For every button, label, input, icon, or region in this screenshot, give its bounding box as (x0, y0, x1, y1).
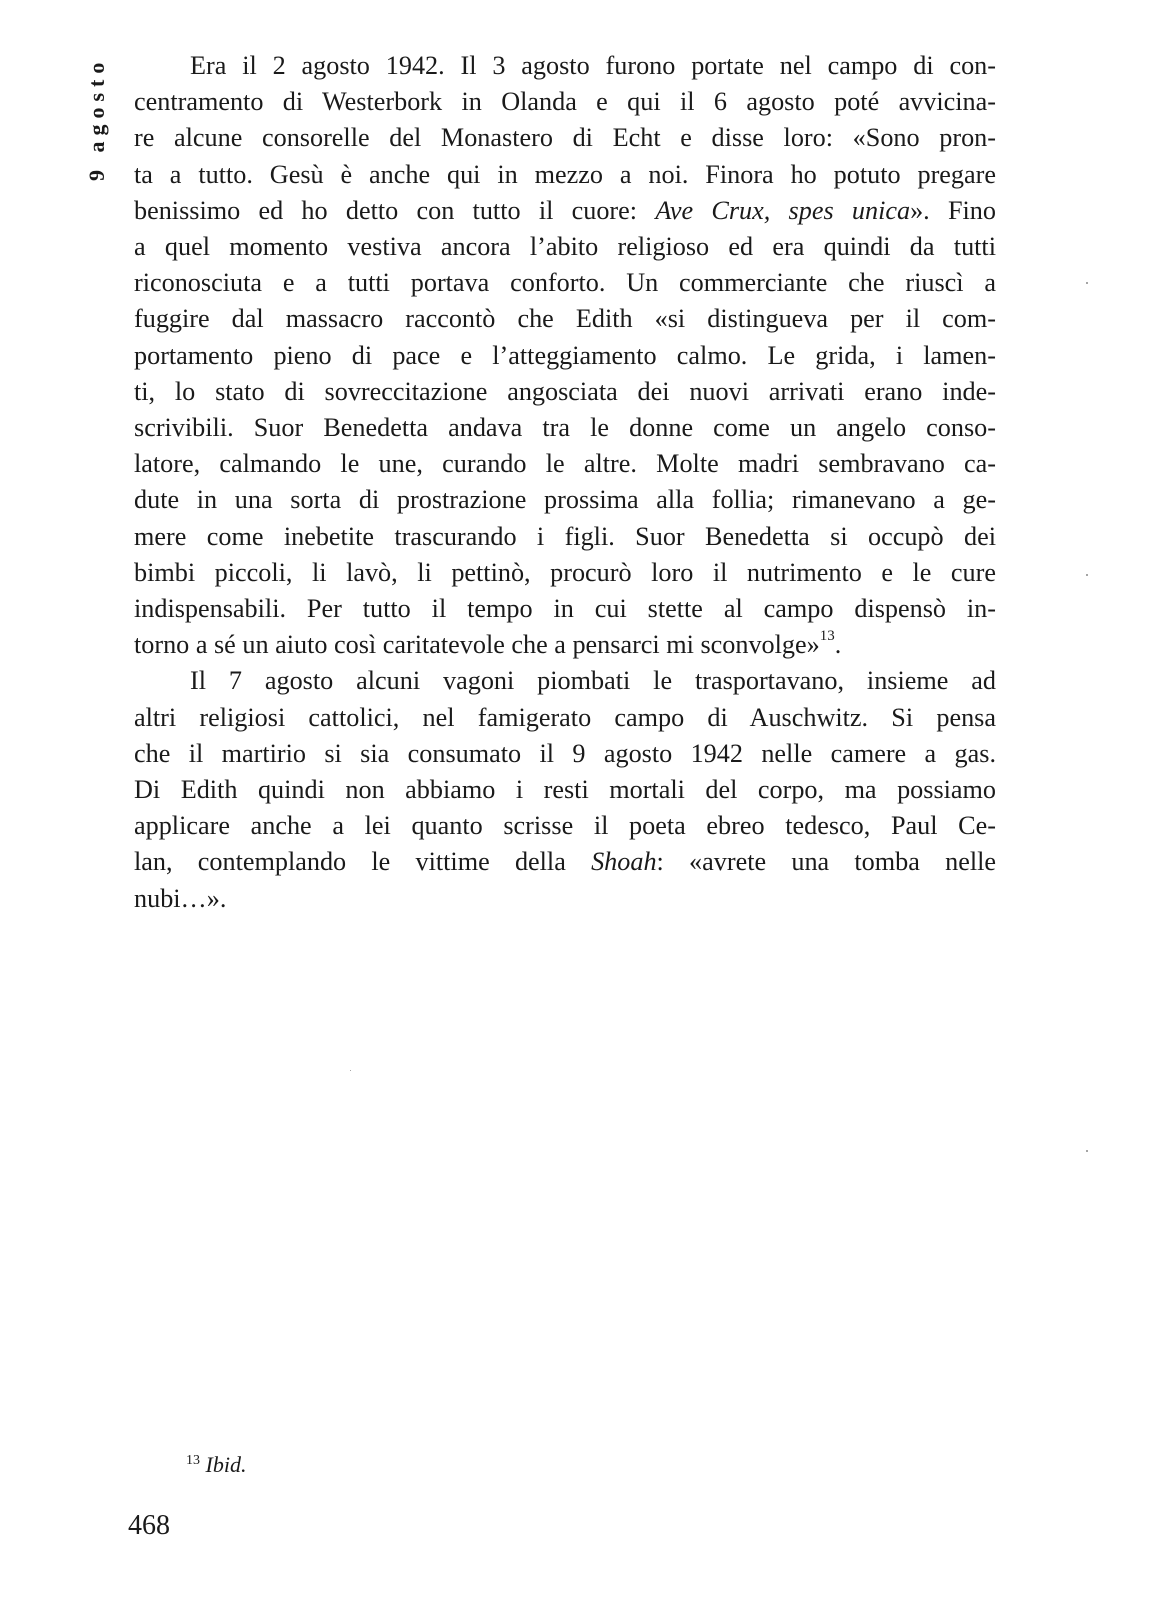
text-line: portamento pieno di pace e l’atteggiamento calmo. Le grida, i lamen- (134, 340, 996, 370)
scan-speck (350, 1070, 351, 1071)
text-segment: ». Fino (910, 195, 996, 225)
scan-speck (1086, 1150, 1088, 1152)
text-segment: lan, contemplando le vittime della (134, 847, 592, 877)
scan-speck (1086, 282, 1088, 284)
text-line: Di Edith quindi non abbiamo i resti mortali del corpo, ma possiamo (134, 775, 996, 805)
running-head: 9 agosto (84, 56, 109, 182)
latin-quote: Ave Crux, spes unica (655, 195, 911, 225)
text-line: che il martirio si sia consumato il 9 agosto 1942 nelle camere a gas. (134, 738, 996, 768)
text-line: bimbi piccoli, li lavò, li pettinò, procurò loro il nutrimento e le cure (134, 557, 996, 587)
shoah-term: Shoah (591, 847, 657, 877)
text-segment: torno a sé un aiuto così caritatevole che a pensarci mi sconvolge» (134, 630, 820, 660)
paragraph-1 (134, 48, 996, 663)
text-line: nubi…». (134, 883, 227, 913)
text-line: indispensabili. Per tutto il tempo in cui stette al campo dispensò in- (134, 594, 996, 624)
footnote-ref: 13 (819, 628, 835, 645)
page-number: 468 (128, 1510, 170, 1541)
footnote-text: Ibid. (205, 1452, 247, 1477)
paragraph-2 (134, 663, 996, 916)
text-segment: : «avrete una tomba nelle (656, 847, 996, 877)
scan-speck (1086, 574, 1088, 576)
footnote (186, 1452, 246, 1478)
body-text (134, 48, 996, 917)
text-line: ti, lo stato di sovreccitazione angosciata dei nuovi arrivati erano inde- (134, 376, 996, 406)
text-line: Il 7 agosto alcuni vagoni piombati le trasportavano, insieme ad (190, 666, 996, 696)
text-line: altri religiosi cattolici, nel famigerato campo di Auschwitz. Si pensa (134, 702, 996, 732)
text-line: applicare anche a lei quanto scrisse il poeta ebreo tedesco, Paul Ce- (134, 811, 996, 841)
text-line: re alcune consorelle del Monastero di Echt e disse loro: «Sono pron- (134, 123, 996, 153)
text-line (134, 844, 996, 880)
text-line: latore, calmando le une, curando le altre. Molte madri sembravano ca- (134, 449, 996, 479)
text-line: scrivibili. Suor Benedetta andava tra le donne come un angelo conso- (134, 413, 996, 443)
text-line: fuggire dal massacro raccontò che Edith «si distingueva per il com- (134, 304, 996, 334)
text-line: centramento di Westerbork in Olanda e qui il 6 agosto poté avvicina- (134, 87, 996, 117)
text-line: dute in una sorta di prostrazione prossima alla follia; rimanevano a ge- (134, 485, 996, 515)
text-segment: benissimo ed ho detto con tutto il cuore: (134, 195, 656, 225)
text-line (134, 627, 996, 663)
text-line (134, 193, 996, 229)
text-line: a quel momento vestiva ancora l’abito religioso ed era quindi da tutti (134, 232, 996, 262)
text-segment: . (834, 630, 842, 660)
text-line: Era il 2 agosto 1942. Il 3 agosto furono portate nel campo di con- (190, 51, 996, 80)
text-line: mere come inebetite trascurando i figli. Suor Benedetta si occupò dei (134, 521, 996, 551)
text-line: ta a tutto. Gesù è anche qui in mezzo a noi. Finora ho potuto pregare (134, 159, 996, 189)
footnote-number: 13 (186, 1453, 200, 1468)
text-line: riconosciuta e a tutti portava conforto. Un commerciante che riuscì a (134, 268, 996, 298)
